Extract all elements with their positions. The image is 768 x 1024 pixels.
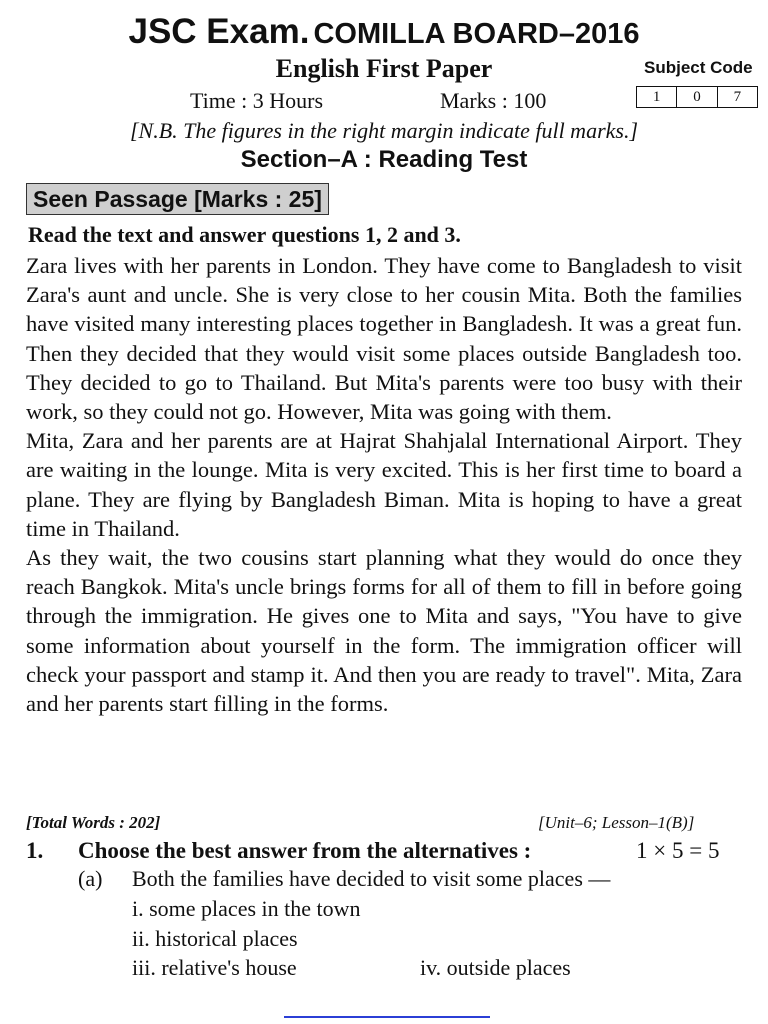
subject-code-box <box>636 86 758 108</box>
unit-reference: [Unit–6; Lesson–1(B)] <box>538 813 695 832</box>
board-name: COMILLA BOARD–2016 <box>313 18 640 50</box>
question-marks: 1 × 5 = 5 <box>636 838 720 863</box>
subject-code-digit: 1 <box>637 87 677 107</box>
seen-passage-heading: Seen Passage [Marks : 25] <box>26 183 329 215</box>
paper-title: English First Paper <box>275 54 493 83</box>
section-title: Section–A : Reading Test <box>240 146 528 173</box>
exam-name: JSC Exam. <box>128 12 310 51</box>
question-text: Choose the best answer from the alternatives : <box>78 838 532 863</box>
subject-code-digit: 7 <box>733 89 742 105</box>
total-words: [Total Words : 202] <box>26 813 161 832</box>
marks-note: [N.B. The figures in the right margin indicate full marks.] <box>129 118 639 143</box>
footer-divider <box>284 1016 490 1018</box>
answer-option: iii. relative's house <box>132 955 297 980</box>
answer-option: i. some places in the town <box>132 896 361 921</box>
answer-option: iv. outside places <box>420 955 571 980</box>
question-number: 1. <box>26 838 44 863</box>
passage-body <box>26 251 742 718</box>
subject-code-label: Subject Code <box>644 58 753 77</box>
passage-instruction: Read the text and answer questions 1, 2 and 3. <box>28 222 461 247</box>
passage-paragraph: As they wait, the two cousins start planning what they would do once they reach Bangkok. Mita's uncle brings forms for all of them to fill in before going through the immigration. He gives one to Mita and says, "You have to give some information about yourself in the form. The immigration officer will check your passport and stamp it. And then you are ready to travel". Mita, Zara and her parents start filling in the forms. <box>26 545 742 717</box>
exam-time: Time : 3 Hours <box>190 88 324 113</box>
passage-paragraph: Mita, Zara and her parents are at Hajrat Shahjalal International Airport. They are waiting in the lounge. Mita is very excited. This is her first time to board a plane. They are flying by Bangladesh Biman. Mita is hoping to have a great time in Thailand. <box>26 428 742 541</box>
answer-option: ii. historical places <box>132 926 298 951</box>
sub-question-letter: (a) <box>78 866 103 891</box>
exam-marks: Marks : 100 <box>440 88 547 113</box>
sub-question-stem: Both the families have decided to visit some places — <box>132 866 611 891</box>
exam-title <box>0 12 768 52</box>
subject-code-digit: 0 <box>677 87 717 107</box>
passage-paragraph: Zara lives with her parents in London. They have come to Bangladesh to visit Zara's aunt and uncle. She is very close to her cousin Mita. Both the families have visited many interesting places together in Bangladesh. It was a great fun. Then they decided that they would visit some places outside Bangladesh too. They decided to go to Thailand. But Mita's parents were too busy with their work, so they could not go. However, Mita was going with them. <box>26 253 742 425</box>
